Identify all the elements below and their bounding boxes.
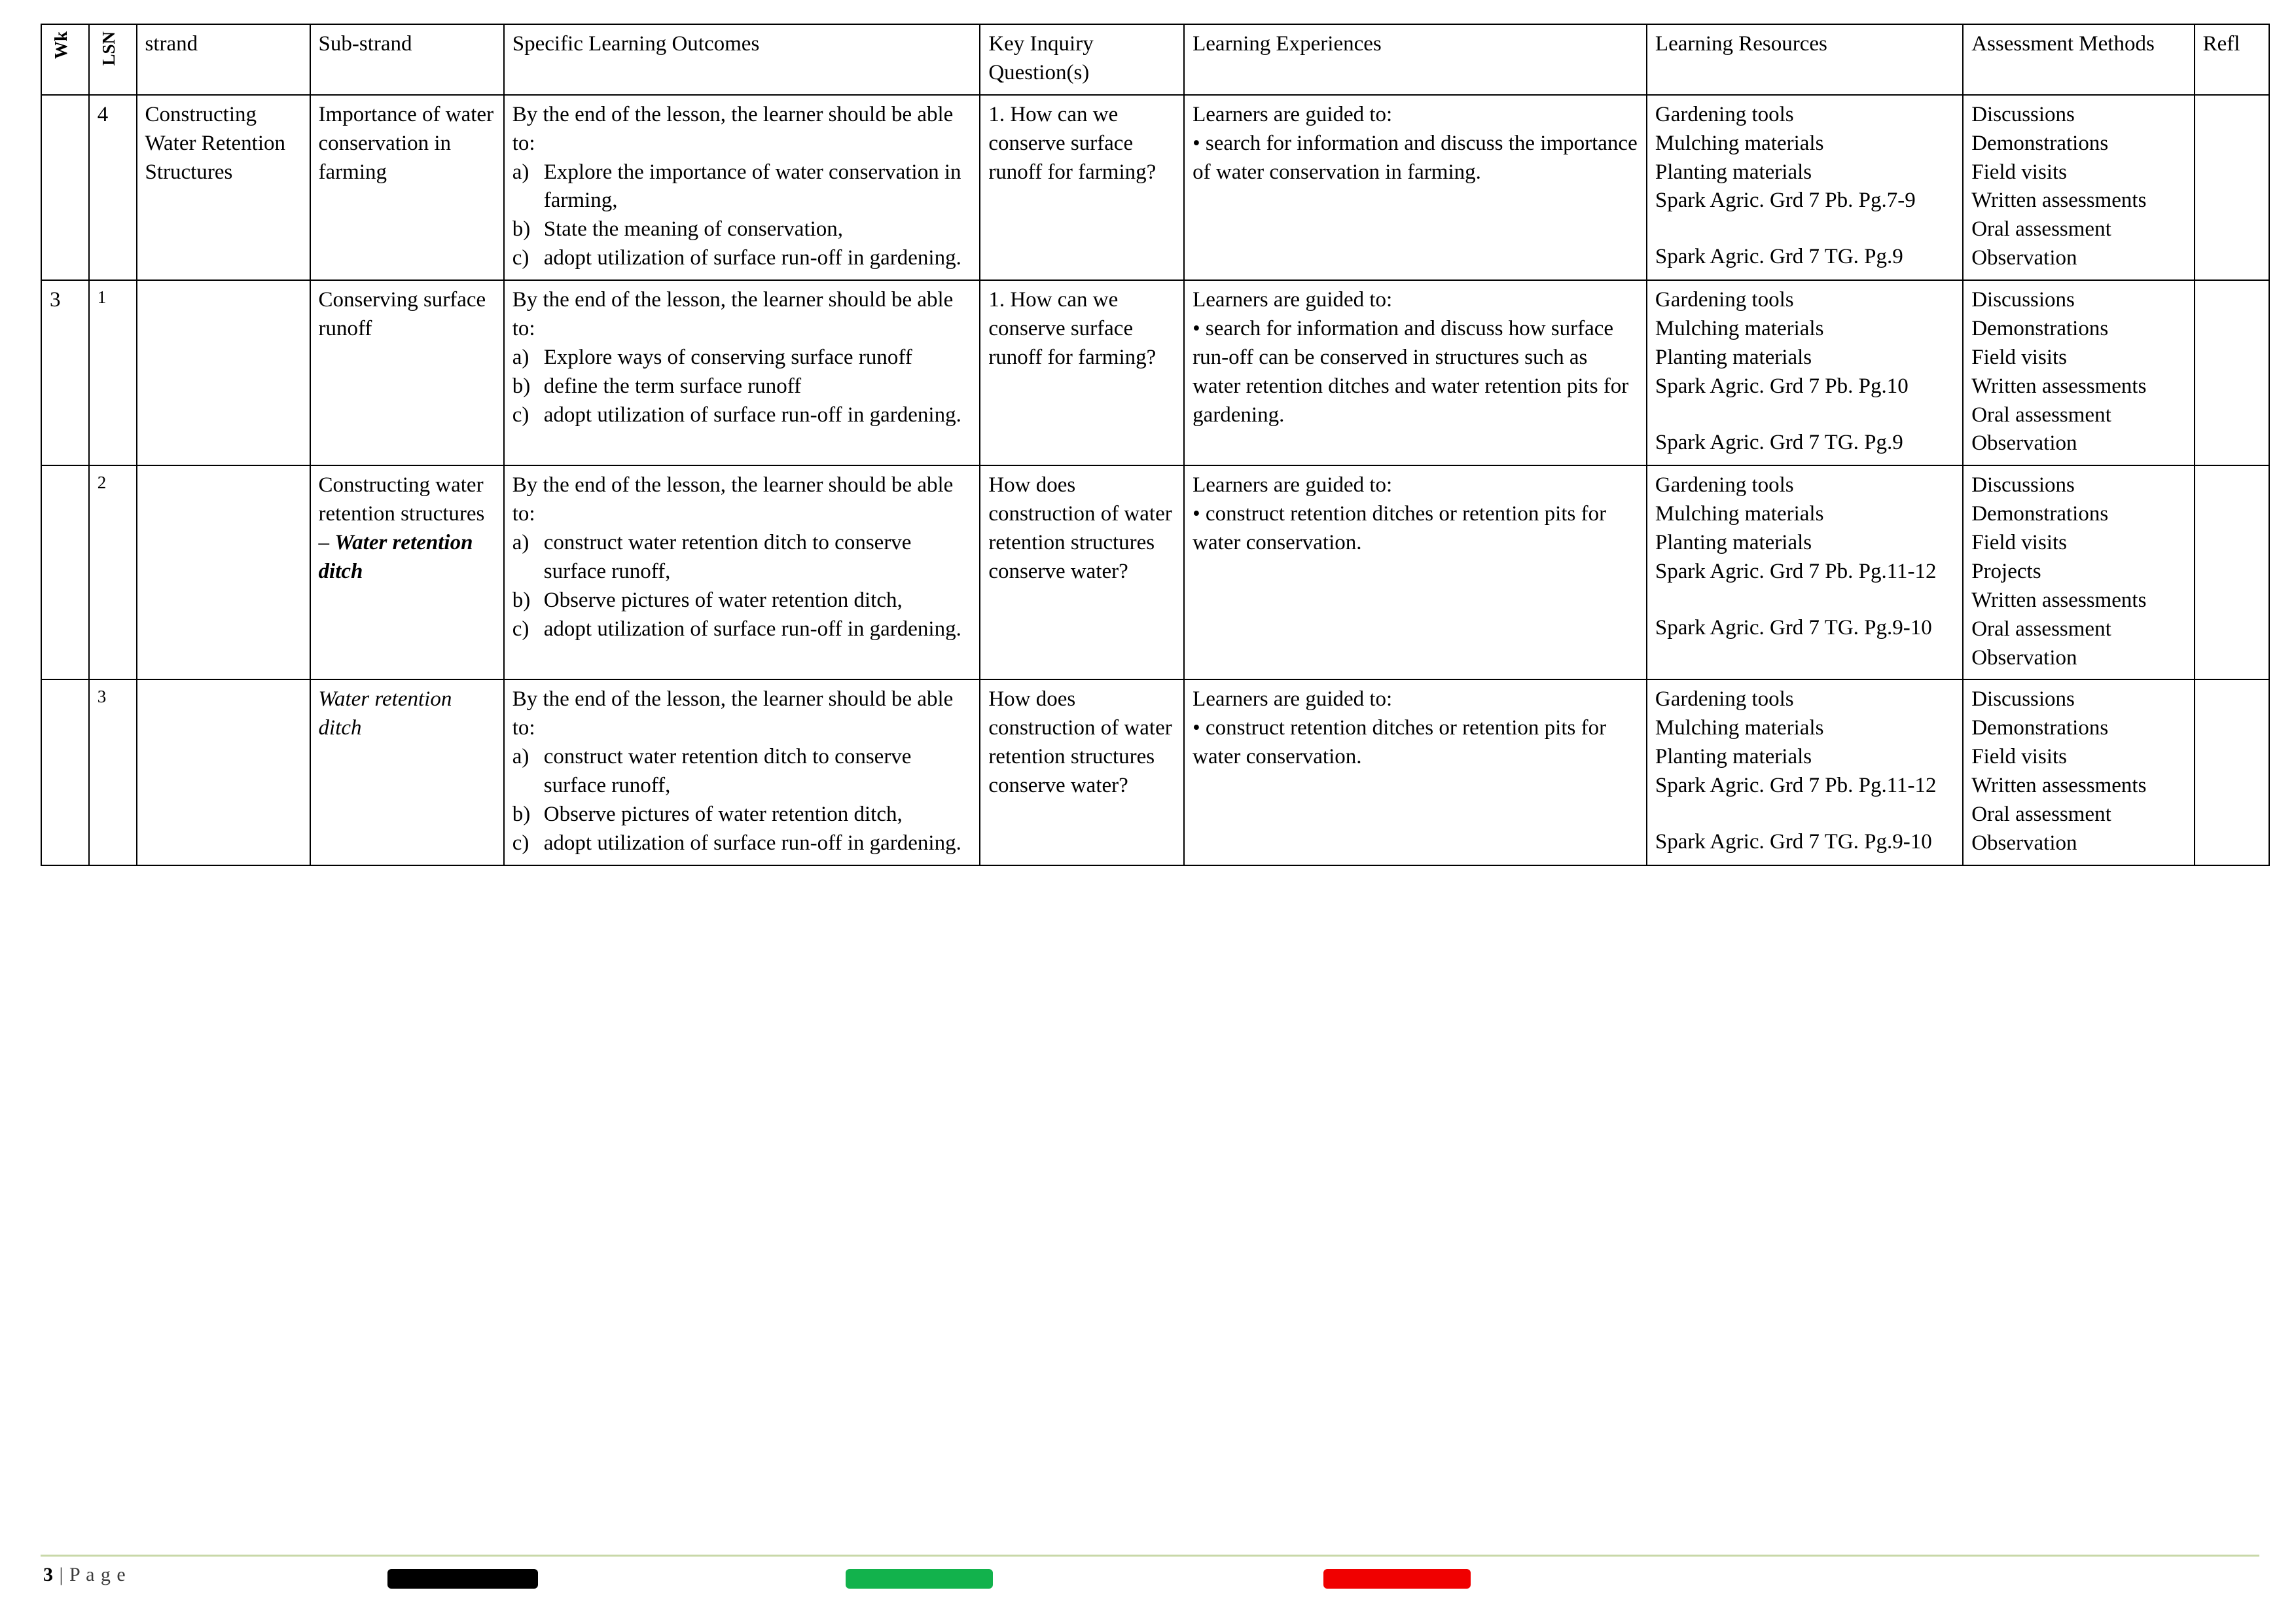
substrand-emphasis: Water retention ditch: [318, 531, 473, 583]
cell-lesson: 3: [89, 679, 137, 865]
slo-marker: c): [512, 246, 529, 270]
slo-text: adopt utilization of surface run-off in gardening.: [543, 831, 961, 855]
table-row: [41, 465, 2269, 679]
slo-marker: c): [512, 831, 529, 855]
lr-spacer: [1655, 215, 1956, 243]
slo-item: [512, 344, 973, 372]
le-intro: Learners are guided to:: [1193, 473, 1393, 497]
slo-marker: c): [512, 617, 529, 641]
column-header-wk: Wk: [41, 24, 89, 95]
am-line: Discussions: [1971, 687, 2075, 712]
lr-line: Spark Agric. Grd 7 Pb. Pg.11-12: [1655, 774, 1937, 797]
cell-learning-experiences: [1184, 679, 1647, 865]
le-item: • construct retention ditches or retention pits for water conservation.: [1193, 502, 1607, 554]
am-line: Discussions: [1971, 288, 2075, 312]
le-item: • search for information and discuss how surface run-off can be conserved in structures such as water retention ditches and water retention pits for gardening.: [1193, 316, 1629, 427]
lr-line: Gardening tools: [1655, 687, 1794, 712]
lr-spacer: [1655, 801, 1956, 828]
slo-item: [512, 529, 973, 586]
cell-key-inquiry-question: How does construction of water retention structures conserve water?: [980, 465, 1184, 679]
lr-line: Spark Agric. Grd 7 TG. Pg.9: [1655, 430, 1903, 454]
am-line: Oral assessment: [1971, 617, 2111, 641]
slo-list: [512, 743, 973, 858]
cell-specific-learning-outcomes: [504, 280, 980, 465]
am-line: Oral assessment: [1971, 403, 2111, 427]
column-header-learning-experiences: Learning Experiences: [1184, 24, 1647, 95]
slo-marker: c): [512, 403, 529, 427]
le-item: • search for information and discuss the importance of water conservation in farming.: [1193, 131, 1638, 184]
am-line: Demonstrations: [1971, 502, 2109, 526]
lr-line: Mulching materials: [1655, 131, 1824, 155]
am-line: Oral assessment: [1971, 217, 2111, 242]
cell-key-inquiry-question: 1. How can we conserve surface runoff for farming?: [980, 280, 1184, 465]
lr-line: Spark Agric. Grd 7 TG. Pg.9-10: [1655, 615, 1932, 640]
cell-strand: [137, 465, 310, 679]
am-line: Field visits: [1971, 531, 2067, 554]
slo-item: [512, 586, 973, 615]
cell-week: [41, 679, 89, 865]
cell-substrand: [310, 465, 504, 679]
slo-item: [512, 801, 973, 829]
slo-item: [512, 615, 973, 644]
le-intro: Learners are guided to:: [1193, 288, 1393, 312]
cell-substrand: Water retention ditch: [310, 679, 504, 865]
table-row: [41, 280, 2269, 465]
footer-bar-green: [846, 1569, 993, 1589]
cell-learning-experiences: [1184, 95, 1647, 280]
slo-intro: By the end of the lesson, the learner should be able to:: [512, 102, 954, 155]
scheme-of-work-table: [41, 24, 2270, 866]
slo-marker: b): [512, 217, 531, 242]
slo-intro: By the end of the lesson, the learner should be able to:: [512, 473, 954, 526]
footer-bar-red: [1323, 1569, 1471, 1589]
cell-specific-learning-outcomes: [504, 95, 980, 280]
cell-assessment-methods: [1963, 280, 2194, 465]
slo-marker: a): [512, 531, 529, 554]
slo-text: define the term surface runoff: [543, 374, 802, 398]
cell-week: 3: [41, 280, 89, 465]
lr-line: Spark Agric. Grd 7 TG. Pg.9-10: [1655, 829, 1932, 854]
page-number: [43, 1564, 126, 1586]
am-line: Field visits: [1971, 345, 2067, 369]
slo-marker: a): [512, 345, 529, 369]
am-line: Written assessments: [1971, 189, 2147, 213]
column-header-reflection: Refl: [2195, 24, 2269, 95]
page-number-value: 3: [43, 1564, 54, 1585]
cell-specific-learning-outcomes: [504, 465, 980, 679]
am-line: Projects: [1971, 559, 2041, 583]
am-line: Field visits: [1971, 160, 2067, 184]
cell-key-inquiry-question: How does construction of water retention structures conserve water?: [980, 679, 1184, 865]
am-line: Written assessments: [1971, 374, 2147, 398]
slo-text: adopt utilization of surface run-off in gardening.: [543, 403, 961, 427]
page-number-label: | P a g e: [59, 1564, 126, 1585]
table-header-row: [41, 24, 2269, 95]
lr-line: Gardening tools: [1655, 102, 1794, 126]
slo-text: construct water retention ditch to conserve surface runoff,: [543, 745, 912, 797]
slo-item: [512, 158, 973, 216]
slo-item: [512, 372, 973, 401]
lr-spacer: [1655, 401, 1956, 429]
cell-substrand: Importance of water conservation in farming: [310, 95, 504, 280]
am-line: Demonstrations: [1971, 316, 2109, 340]
am-line: Demonstrations: [1971, 131, 2109, 155]
cell-substrand: Conserving surface runoff: [310, 280, 504, 465]
am-line: Observation: [1971, 246, 2077, 270]
lr-line: Mulching materials: [1655, 316, 1824, 340]
cell-assessment-methods: [1963, 95, 2194, 280]
column-header-lsn: LSN: [89, 24, 137, 95]
cell-reflection: [2195, 280, 2269, 465]
column-header-specific-learning-outcomes: Specific Learning Outcomes: [504, 24, 980, 95]
cell-learning-experiences: [1184, 280, 1647, 465]
cell-week: [41, 95, 89, 280]
lr-line: Planting materials: [1655, 160, 1812, 184]
slo-text: Observe pictures of water retention ditch,: [543, 588, 903, 612]
slo-item: [512, 743, 973, 801]
substrand-text: Constructing water retention structures –: [318, 473, 485, 554]
cell-assessment-methods: [1963, 465, 2194, 679]
cell-assessment-methods: [1963, 679, 2194, 865]
slo-marker: a): [512, 745, 529, 769]
am-line: Observation: [1971, 645, 2077, 670]
slo-intro: By the end of the lesson, the learner should be able to:: [512, 687, 954, 740]
am-line: Oral assessment: [1971, 802, 2111, 826]
cell-specific-learning-outcomes: [504, 679, 980, 865]
lr-line: Spark Agric. Grd 7 Pb. Pg.7-9: [1655, 189, 1916, 213]
cell-lesson: 1: [89, 280, 137, 465]
le-intro: Learners are guided to:: [1193, 687, 1393, 712]
cell-lesson: 2: [89, 465, 137, 679]
slo-text: construct water retention ditch to conserve surface runoff,: [543, 531, 912, 583]
table-row: [41, 95, 2269, 280]
slo-text: State the meaning of conservation,: [543, 217, 844, 242]
lr-line: Spark Agric. Grd 7 Pb. Pg.10: [1655, 374, 1909, 398]
slo-intro: By the end of the lesson, the learner should be able to:: [512, 288, 954, 340]
column-header-assessment-methods: Assessment Methods: [1963, 24, 2194, 95]
cell-strand: [137, 679, 310, 865]
cell-lesson: 4: [89, 95, 137, 280]
cell-week: [41, 465, 89, 679]
lr-line: Planting materials: [1655, 745, 1812, 769]
slo-list: [512, 529, 973, 644]
cell-key-inquiry-question: 1. How can we conserve surface runoff for farming?: [980, 95, 1184, 280]
column-header-key-inquiry-questions: Key Inquiry Question(s): [980, 24, 1184, 95]
cell-reflection: [2195, 95, 2269, 280]
cell-learning-resources: [1647, 465, 1963, 679]
cell-learning-resources: [1647, 679, 1963, 865]
lr-line: Gardening tools: [1655, 288, 1794, 312]
am-line: Written assessments: [1971, 774, 2147, 797]
slo-text: adopt utilization of surface run-off in gardening.: [543, 246, 961, 270]
slo-item: [512, 244, 973, 273]
lr-line: Mulching materials: [1655, 716, 1824, 740]
cell-learning-resources: [1647, 280, 1963, 465]
cell-strand: [137, 280, 310, 465]
le-item: • construct retention ditches or retention pits for water conservation.: [1193, 716, 1607, 769]
am-line: Observation: [1971, 431, 2077, 456]
footer-divider: [41, 1555, 2259, 1557]
am-line: Written assessments: [1971, 588, 2147, 612]
am-line: Demonstrations: [1971, 716, 2109, 740]
slo-marker: b): [512, 802, 531, 826]
lr-line: Planting materials: [1655, 531, 1812, 554]
cell-strand: Constructing Water Retention Structures: [137, 95, 310, 280]
slo-text: Explore ways of conserving surface runoff: [543, 345, 912, 369]
lr-line: Gardening tools: [1655, 473, 1794, 497]
slo-item: [512, 401, 973, 430]
le-intro: Learners are guided to:: [1193, 102, 1393, 126]
slo-marker: b): [512, 588, 531, 612]
slo-item: [512, 215, 973, 244]
footer-bar-black: [387, 1569, 538, 1589]
slo-text: Explore the importance of water conservation in farming,: [543, 160, 961, 213]
slo-list: [512, 344, 973, 430]
slo-list: [512, 158, 973, 274]
cell-learning-experiences: [1184, 465, 1647, 679]
table-row: [41, 679, 2269, 865]
lr-line: Spark Agric. Grd 7 TG. Pg.9: [1655, 245, 1903, 269]
am-line: Discussions: [1971, 473, 2075, 497]
slo-text: Observe pictures of water retention ditch,: [543, 802, 903, 826]
cell-reflection: [2195, 679, 2269, 865]
lr-line: Mulching materials: [1655, 502, 1824, 526]
column-header-substrand: Sub-strand: [310, 24, 504, 95]
am-line: Discussions: [1971, 102, 2075, 126]
am-line: Observation: [1971, 831, 2077, 855]
cell-learning-resources: [1647, 95, 1963, 280]
lr-spacer: [1655, 586, 1956, 614]
slo-marker: a): [512, 160, 529, 184]
lr-line: Spark Agric. Grd 7 Pb. Pg.11-12: [1655, 559, 1937, 583]
column-header-learning-resources: Learning Resources: [1647, 24, 1963, 95]
slo-text: adopt utilization of surface run-off in gardening.: [543, 617, 961, 641]
slo-marker: b): [512, 374, 531, 398]
lr-line: Planting materials: [1655, 345, 1812, 369]
am-line: Field visits: [1971, 745, 2067, 769]
column-header-strand: strand: [137, 24, 310, 95]
slo-item: [512, 829, 973, 858]
cell-reflection: [2195, 465, 2269, 679]
